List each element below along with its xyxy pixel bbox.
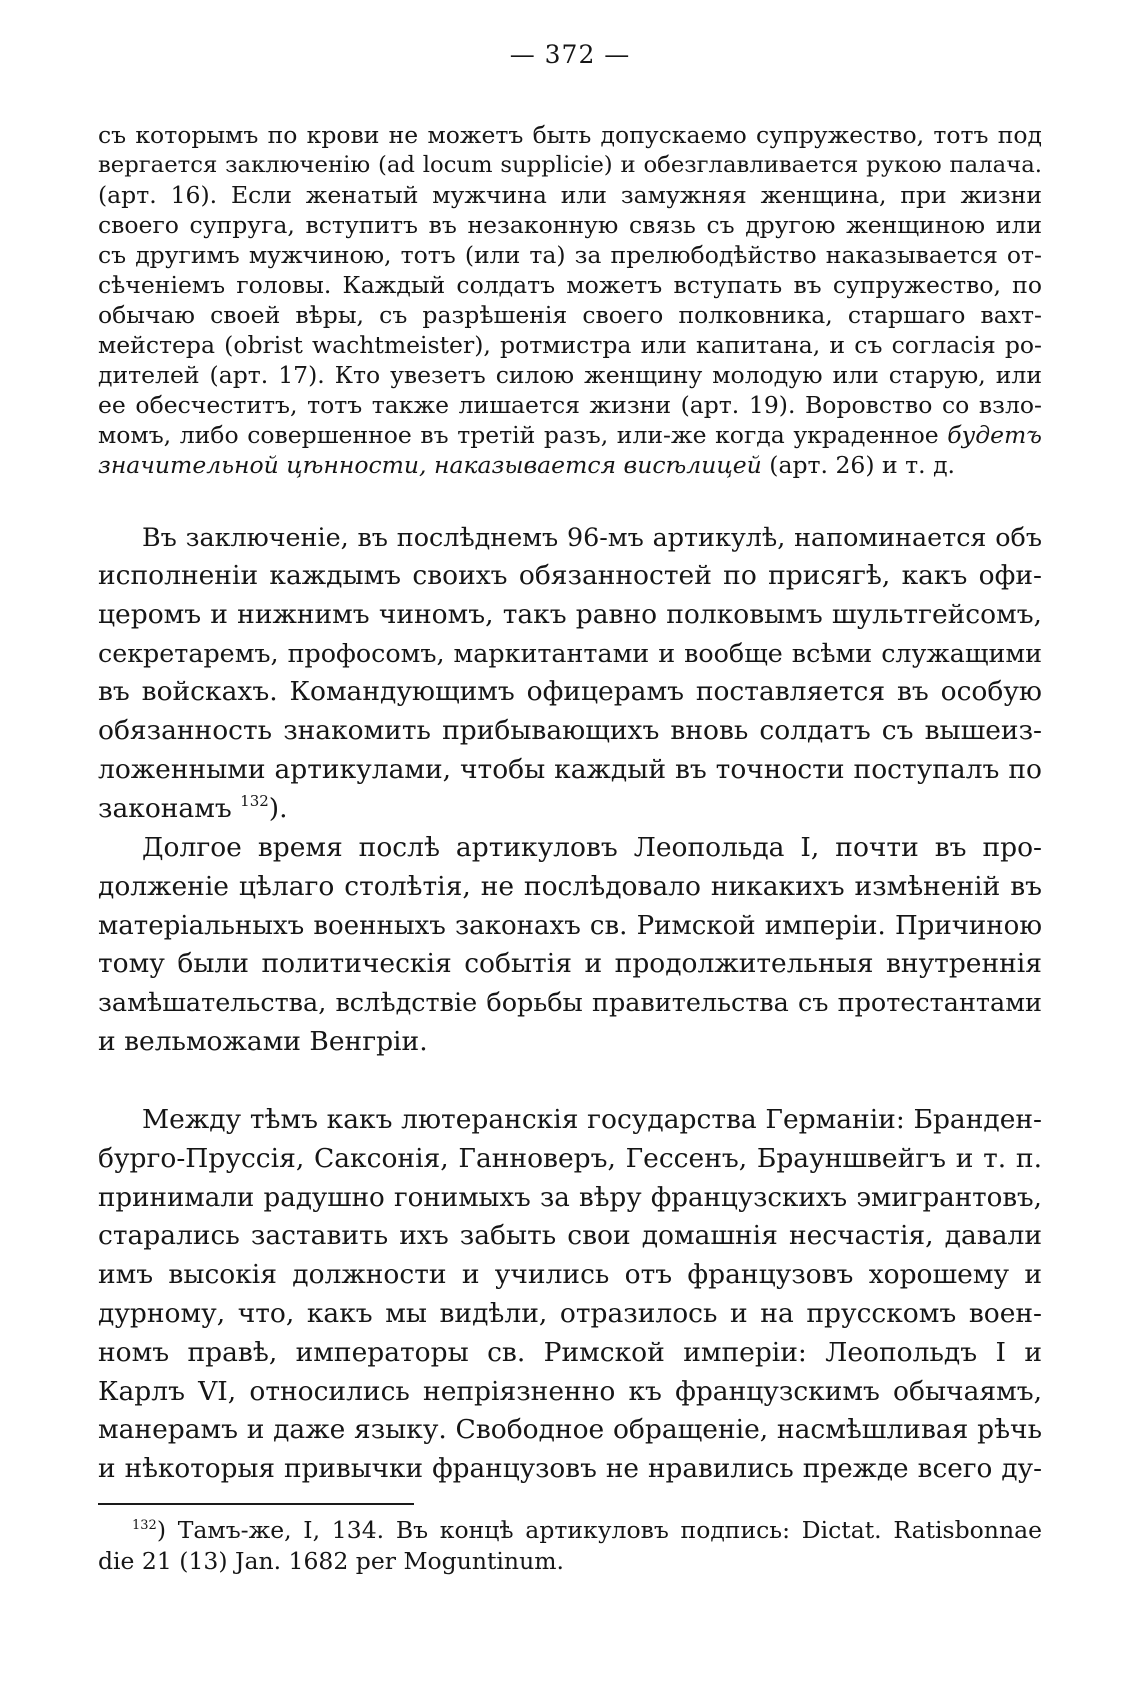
text-line: принимали радушно гонимыхъ за вѣру французскихъ эмигрантовъ, — [98, 1182, 1042, 1213]
footnote-divider — [98, 1503, 414, 1505]
text-line: мейстера (obrist wachtmeister), ротмистра или капитана, и съ согласія ро- — [98, 331, 1042, 359]
text-line: бурго-Пруссія, Саксонія, Ганноверъ, Гессенъ, Брауншвейгъ и т. п. — [98, 1142, 1042, 1174]
text-line: Въ заключеніе, въ послѣднемъ 96-мъ артикулѣ, напоминается объ — [142, 522, 1042, 552]
text-line: тому были политическія событія и продолжительныя внутреннія — [98, 948, 1042, 980]
text-segment: (арт. 26) и т. д. — [769, 451, 956, 479]
paragraph-lutheran-states — [98, 1101, 1042, 1489]
text-line: die 21 (13) Jan. 1682 per Moguntinum. — [98, 1547, 564, 1575]
paragraph-leopold — [98, 829, 1042, 1062]
footnote — [98, 1515, 1042, 1577]
text-line: обычаю своей вѣры, съ разрѣшенія своего полковника, старшаго вахт- — [98, 301, 1042, 329]
paragraph-conclusion — [98, 518, 1042, 828]
text-segment: законамъ — [98, 792, 232, 824]
page-number: — 372 — — [509, 40, 631, 69]
text-line — [98, 450, 1042, 480]
text-line: Между тѣмъ какъ лютеранскія государства Германіи: Бранден- — [142, 1104, 1042, 1135]
italic-phrase: значительной цѣнности, наказывается висѣлицей — [98, 451, 762, 479]
text-line: старались заставить ихъ забыть свои домашнія несчастія, давали — [98, 1220, 1042, 1252]
text-line: дителей (арт. 17). Кто увезетъ силою женщину молодую или старую, или — [98, 361, 1042, 389]
text-line: въ войскахъ. Командующимъ офицерамъ поставляется въ особую — [98, 676, 1042, 708]
text-line: ложенными артикулами, чтобы каждый въ точности поступалъ по — [98, 753, 1042, 785]
text-line: Карлъ VI, относились непріязненно къ французскимъ обычаямъ, — [98, 1375, 1042, 1407]
text-line — [98, 1515, 1042, 1546]
continued-text-block — [98, 120, 1042, 480]
text-segment: ). — [268, 792, 288, 824]
footnote-mark: 132 — [132, 1518, 157, 1533]
text-segment: ) Тамъ-же, I, 134. Въ концѣ артикуловъ подпись: Dictat. Ratisbonnae — [156, 1516, 1042, 1544]
text-line: секретаремъ, профосомъ, маркитантами и вообще всѣми служащими — [98, 638, 1042, 669]
text-segment: момъ, либо совершенное въ третій разъ, или-же когда украденное — [98, 421, 939, 449]
text-line — [98, 790, 1042, 829]
text-line: матеріальныхъ военныхъ законахъ св. Римской имперіи. Причиною — [98, 910, 1042, 941]
text-line: своего супруга, вступитъ въ незаконную связь съ другою женщиною или — [98, 211, 1042, 239]
text-line: номъ правѣ, императоры св. Римской имперіи: Леопольдъ I и — [98, 1336, 1042, 1368]
text-line: Долгое время послѣ артикуловъ Леопольда I, почти въ про- — [142, 832, 1042, 863]
text-line: и вельможами Венгріи. — [98, 1025, 428, 1057]
text-line: замѣшательства, вслѣдствіе борьбы правительства съ протестантами — [98, 988, 1042, 1019]
footnote-ref: 132 — [240, 791, 269, 810]
text-line: имъ высокія должности и учились отъ французовъ хорошему и — [98, 1259, 1042, 1291]
italic-phrase: будетъ — [947, 421, 1042, 449]
text-line: исполненіи каждымъ своихъ обязанностей по присягѣ, какъ офи- — [98, 559, 1042, 591]
text-line: вергается заключенію (ad locum supplicie) и обезглавливается рукою палача. — [98, 152, 1042, 178]
text-line — [98, 420, 1042, 450]
text-line: манерамъ и даже языку. Свободное обращеніе, насмѣшливая рѣчь — [98, 1414, 1042, 1446]
text-line: и нѣкоторыя привычки французовъ не нравились прежде всего ду- — [98, 1454, 1042, 1485]
text-line: сѣченіемъ головы. Каждый солдатъ можетъ вступать въ супружество, по — [98, 271, 1042, 299]
text-line: съ которымъ по крови не можетъ быть допускаемо супружество, тотъ под — [98, 121, 1042, 149]
text-line: церомъ и нижнимъ чиномъ, такъ равно полковымъ шультгейсомъ, — [98, 598, 1042, 630]
text-line: съ другимъ мужчиною, тотъ (или та) за прелюбодѣйство наказывается от- — [98, 241, 1042, 269]
text-line: обязанность знакомить прибывающихъ вновь солдатъ съ вышеиз- — [98, 714, 1042, 746]
text-line: ее обесчеститъ, тотъ также лишается жизни (арт. 19). Воровство со взло- — [98, 391, 1042, 419]
text-line: (арт. 16). Если женатый мужчина или замужняя женщина, при жизни — [98, 181, 1042, 209]
text-line: дурному, что, какъ мы видѣли, отразилось и на прусскомъ воен- — [98, 1297, 1042, 1329]
text-line: долженіе цѣлаго столѣтія, не послѣдовало никакихъ измѣненій въ — [98, 870, 1042, 902]
